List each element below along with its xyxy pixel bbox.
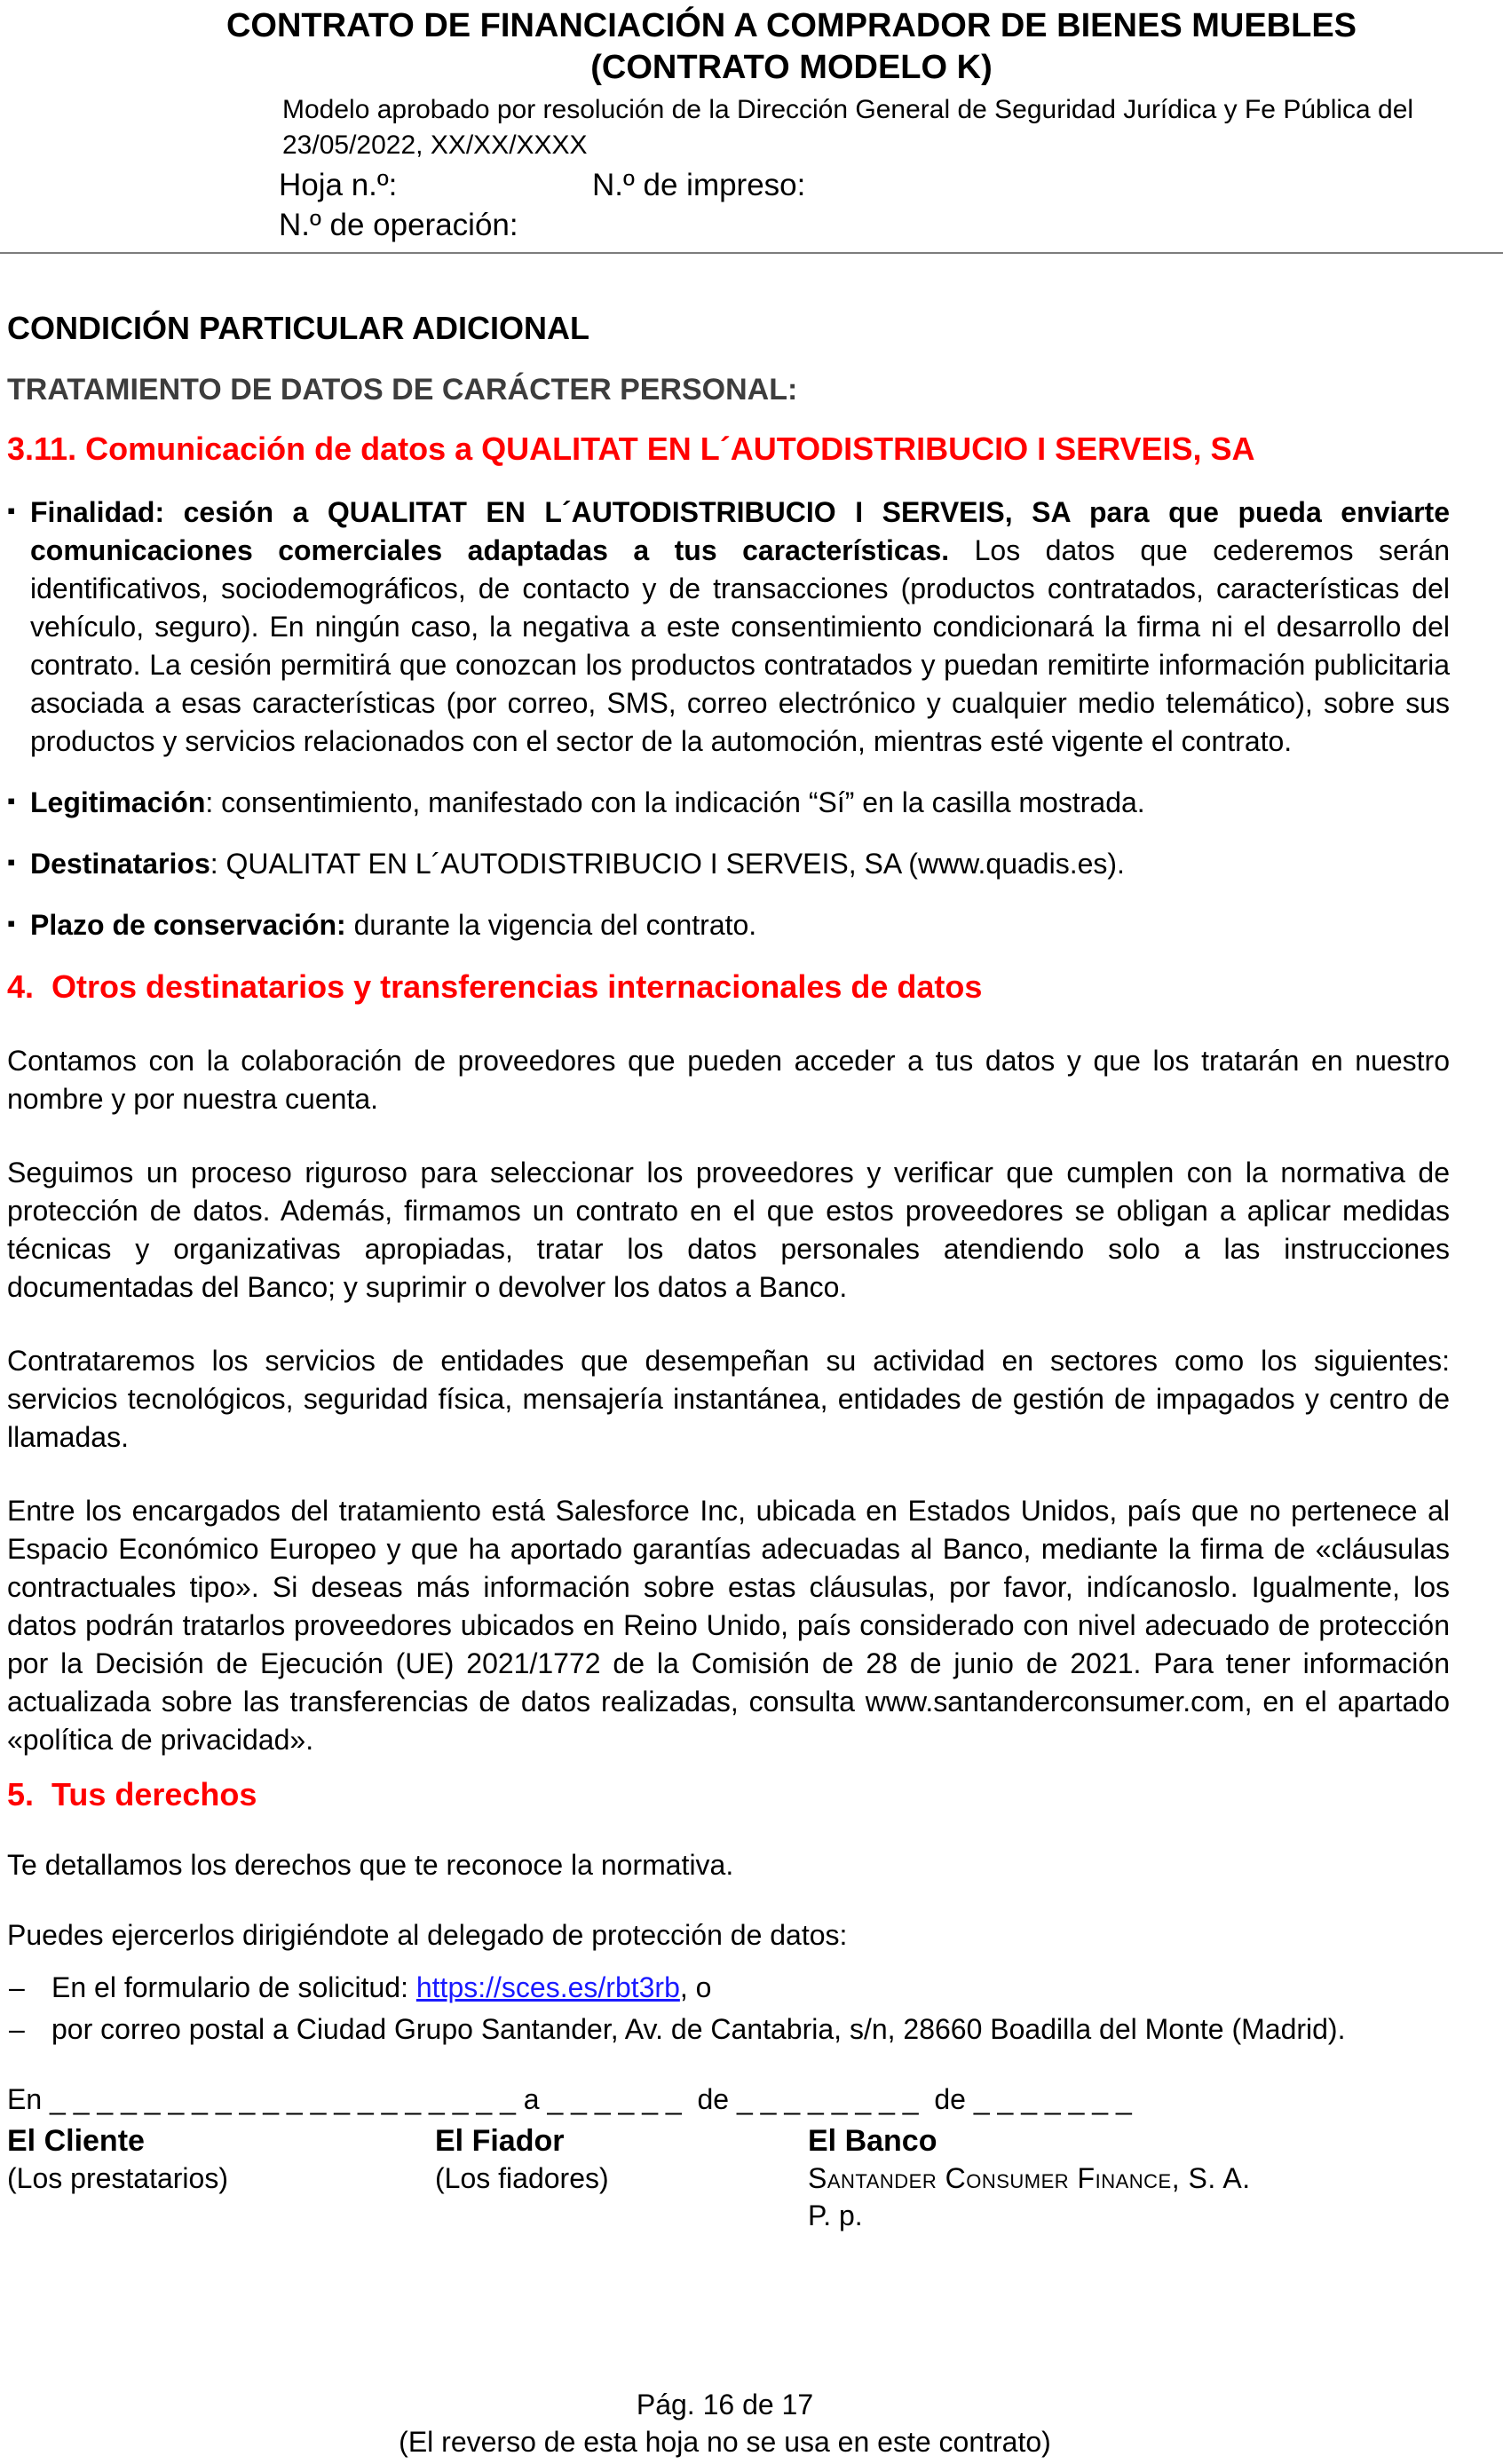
signature-bank-column: [808, 2122, 1483, 2234]
approval-note-line2: 23/05/2022, XX/XX/XXXX: [282, 130, 588, 160]
section-5-intro-1: Te detallamos los derechos que te reconoce la normativa.: [7, 1849, 734, 1881]
operation-number-label: N.º de operación:: [279, 208, 518, 242]
dash-bullet-icon: –: [9, 2013, 25, 2045]
signature-client-column: [7, 2122, 380, 2197]
client-subtitle: (Los prestatarios): [7, 2162, 228, 2194]
request-form-link[interactable]: https://sces.es/rbt3rb: [415, 1971, 680, 2003]
square-bullet-icon: ▪: [7, 910, 16, 936]
guarantor-subtitle: (Los fiadores): [435, 2162, 609, 2194]
finalidad-bold-text: Finalidad: cesión a QUALITAT EN L´AUTODISTRIBUCIO I SERVEIS, SA para que pueda enviarte comunicaciones comerciales adaptadas a tus características.: [30, 496, 1450, 566]
bank-name: Santander Consumer Finance, S. A.: [808, 2162, 1251, 2194]
destinatarios-rest-text: : QUALITAT EN L´AUTODISTRIBUCIO I SERVEIS, SA (www.quadis.es).: [210, 848, 1125, 880]
section-5-intro-2: Puedes ejercerlos dirigiéndote al delegado de protección de datos:: [7, 1919, 848, 1951]
square-bullet-icon: ▪: [7, 849, 16, 875]
page-footer: [0, 2386, 1503, 2460]
document-title-line2: (CONTRATO MODELO K): [590, 49, 993, 86]
finalidad-rest-text: Los datos que cederemos serán identificativos, sociodemográficos, de contacto y de transacciones (productos contratados, características del vehículo, seguro). En ningún caso, la negativa a este consentimiento condicionará la firma ni el desarrollo del contrato. La cesión permitirá que conozcan los productos contratados y puedan remitirte información publicitaria asociada a esas características (por correo, SMS, correo electrónico y cualquier medio telemático), sobre sus productos y servicios relacionados con el sector de la automoción, mientras esté vigente el contrato.: [30, 534, 1451, 757]
approval-note: [282, 92, 1459, 163]
rights-item-postal: [7, 2010, 1450, 2049]
square-bullet-icon: ▪: [7, 787, 16, 814]
document-title: [0, 0, 1503, 89]
plazo-bold-text: Plazo de conservación:: [30, 909, 346, 941]
section-4-paragraph-3: Contrataremos los servicios de entidades que desempeñan su actividad en sectores como los siguientes: servicios tecnológicos, seguridad física, mensajería instantánea, entidades de gestión de impagados y centro de llamadas.: [7, 1345, 1450, 1453]
section-4-paragraph-1: Contamos con la colaboración de proveedores que pueden acceder a tus datos y que los tratarán en nuestro nombre y por nuestra cuenta.: [7, 1045, 1450, 1115]
bullet-item-plazo: [7, 906, 1450, 944]
dash-bullet-icon: –: [9, 1971, 25, 2003]
header-fields-row1: [279, 165, 1459, 205]
plazo-rest-text: durante la vigencia del contrato.: [345, 909, 757, 941]
client-title: El Cliente: [7, 2124, 145, 2158]
guarantor-title: El Fiador: [435, 2124, 565, 2158]
section-4-paragraph-4: Entre los encargados del tratamiento está Salesforce Inc, ubicada en Estados Unidos, país que no pertenece al Espacio Económico Europeo y que ha aportado garantías adecuadas al Banco, mediante la firma de «cláusulas contractuales tipo». Si deseas más información sobre estas cláusulas, por favor, indícanoslo. Igualmente, los datos podrán tratarlos proveedores ubicados en Reino Unido, país considerado con nivel adecuado de protección por la Decisión de Ejecución (UE) 2021/1772 de la Comisión de 28 de junio de 2021. Para tener información actualizada sobre las transferencias de datos realizadas, consulta www.santanderconsumer.com, en el apartado «política de privacidad».: [7, 1495, 1450, 1756]
form-item-suffix: , o: [679, 1971, 712, 2003]
section-3-11-heading: 3.11. Comunicación de datos a QUALITAT EN L´AUTODISTRIBUCIO I SERVEIS, SA: [7, 430, 1255, 467]
header-divider: [0, 252, 1503, 254]
signature-guarantor-column: [435, 2122, 790, 2197]
bank-title: El Banco: [808, 2124, 937, 2158]
signature-row: [0, 2122, 1503, 2282]
header-fields: [279, 165, 1459, 245]
reverse-note: (El reverso de esta hoja no se usa en este contrato): [399, 2426, 1051, 2458]
privacy-bullet-list: [7, 494, 1450, 944]
treatment-title: TRATAMIENTO DE DATOS DE CARÁCTER PERSONAL:: [7, 373, 798, 407]
document-title-line1: CONTRATO DE FINANCIACIÓN A COMPRADOR DE BIENES MUEBLES: [225, 7, 1357, 44]
legitimacion-rest-text: : consentimiento, manifestado con la indicación “Sí” en la casilla mostrada.: [205, 786, 1145, 818]
square-bullet-icon: ▪: [7, 497, 16, 524]
bank-pp: P. p.: [808, 2199, 863, 2231]
approval-note-line1: Modelo aprobado por resolución de la Dirección General de Seguridad Jurídica y Fe Pública del: [282, 95, 1414, 124]
bullet-item-finalidad: [7, 494, 1450, 761]
bullet-item-destinatarios: [7, 845, 1450, 883]
rights-channel-list: [7, 1969, 1450, 2049]
sheet-number-label: Hoja n.º:: [279, 168, 398, 202]
section-4-paragraph-2: Seguimos un proceso riguroso para seleccionar los proveedores y verificar que cumplen con la normativa de protección de datos. Además, firmamos un contrato en el que estos proveedores se obligan a aplicar medidas técnicas y organizativas apropiadas, tratar los datos personales atendiendo solo a las instrucciones documentadas del Banco; y suprimir o devolver los datos a Banco.: [7, 1157, 1450, 1303]
section-4-heading: 4. Otros destinatarios y transferencias internacionales de datos: [7, 968, 983, 1005]
print-number-label: N.º de impreso:: [592, 168, 806, 202]
rights-item-form: [7, 1969, 1450, 2007]
signature-date-line: En _ _ _ _ _ _ _ _ _ _ _ _ _ _ _ _ _ _ _ _ a _ _ _ _ _ _ de _ _ _ _ _ _ _ _ de _ _ _ _ _ _ _: [7, 2083, 1132, 2115]
condition-title: CONDICIÓN PARTICULAR ADICIONAL: [7, 310, 589, 346]
form-item-prefix: En el formulario de solicitud:: [51, 1971, 416, 2003]
bullet-item-legitimacion: [7, 784, 1450, 822]
page-number: Pág. 16 de 17: [636, 2389, 814, 2421]
legitimacion-bold-text: Legitimación: [30, 786, 206, 818]
postal-item-text: por correo postal a Ciudad Grupo Santander, Av. de Cantabria, s/n, 28660 Boadilla del Monte (Madrid).: [51, 2013, 1346, 2045]
section-5-heading: 5. Tus derechos: [7, 1776, 257, 1812]
destinatarios-bold-text: Destinatarios: [30, 848, 210, 880]
